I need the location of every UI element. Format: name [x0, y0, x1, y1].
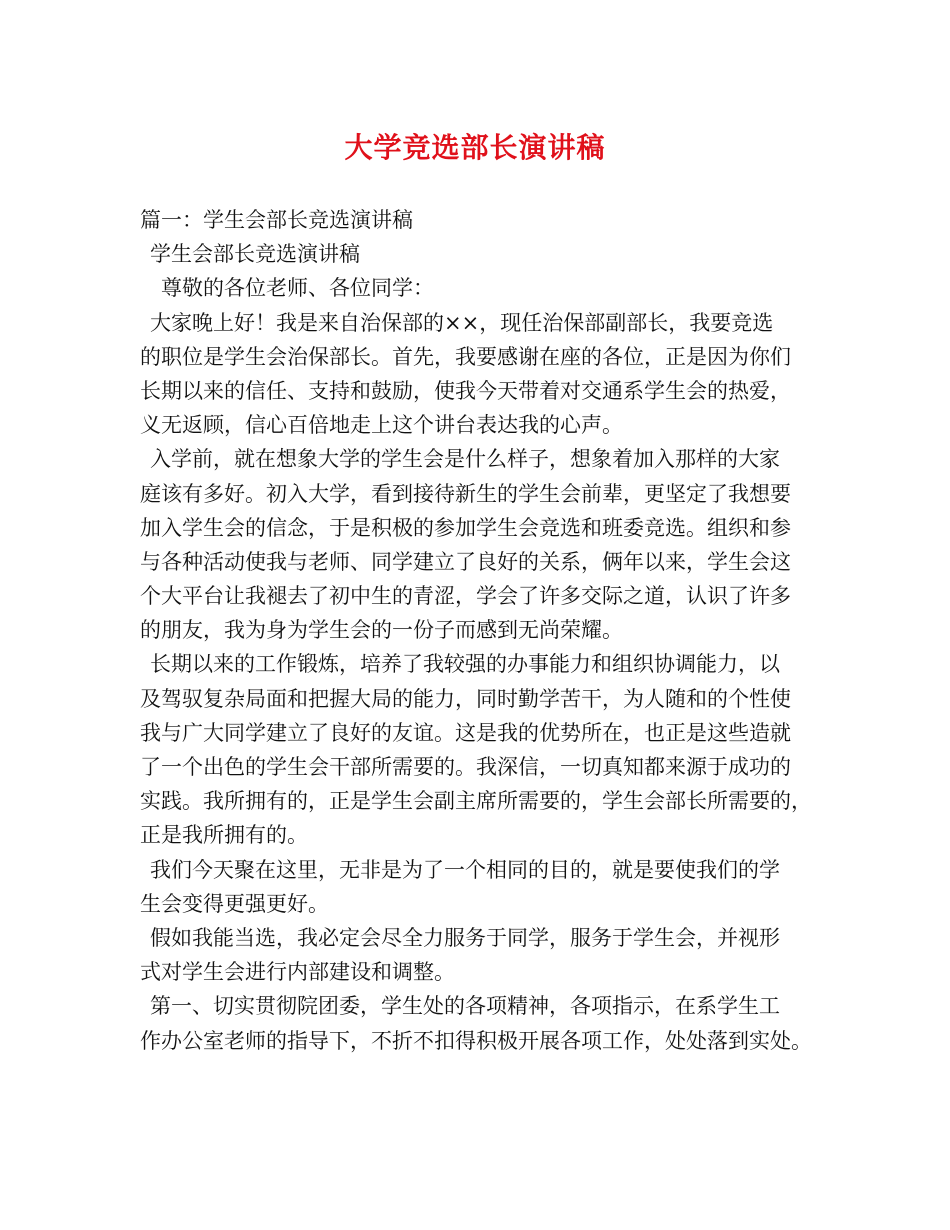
paragraph-line: 的朋友，我为身为学生会的一份子而感到无尚荣耀。 — [140, 618, 623, 643]
paragraph-line: 了一个出色的学生会干部所需要的。我深信，一切真知都来源于成功的 — [140, 755, 791, 779]
paragraph-line: 实践。我所拥有的，正是学生会副主席所需要的，学生会部长所需要的， — [140, 789, 812, 814]
paragraph-line: 个大平台让我褪去了初中生的青涩，学会了许多交际之道，认识了许多 — [140, 584, 791, 609]
paragraph-line: 我与广大同学建立了良好的友谊。这是我的优势所在，也正是这些造就 — [140, 720, 791, 745]
paragraph-line: 及驾驭复杂局面和把握大局的能力，同时勤学苦干，为人随和的个性使 — [140, 686, 791, 711]
paragraph-line: 长期以来的工作锻炼，培养了我较强的办事能力和组织协调能力，以 — [150, 652, 780, 677]
paragraph-line: 义无返顾，信心百倍地走上这个讲台表达我的心声。 — [140, 413, 623, 438]
paragraph-line: 作办公室老师的指导下，不折不扣得积极开展各项工作，处处落到实处。 — [140, 1028, 812, 1053]
paragraph-line: 生会变得更强更好。 — [140, 891, 329, 916]
document-body — [140, 203, 830, 1058]
paragraph-line: 式对学生会进行内部建设和调整。 — [140, 960, 455, 985]
speech-title: 学生会部长竞选演讲稿 — [150, 242, 360, 267]
paragraph-line: 庭该有多好。初入大学，看到接待新生的学生会前辈，更坚定了我想要 — [140, 481, 791, 506]
paragraph-line: 正是我所拥有的。 — [140, 823, 308, 848]
paragraph-line: 的职位是学生会治保部长。首先，我要感谢在座的各位，正是因为你们 — [140, 344, 791, 369]
salutation: 尊敬的各位老师、各位同学： — [161, 276, 434, 301]
paragraph-line: 与各种活动使我与老师、同学建立了良好的关系，俩年以来，学生会这 — [140, 549, 791, 574]
paragraph-line: 第一、切实贯彻院团委，学生处的各项精神，各项指示，在系学生工 — [150, 994, 780, 1019]
paragraph-line: 长期以来的信任、支持和鼓励，使我今天带着对交通系学生会的热爱， — [140, 378, 791, 403]
document-title: 大学竞选部长演讲稿 — [344, 131, 606, 164]
paragraph-line: 大家晚上好！我是来自治保部的××，现任治保部副部长，我要竞选 — [150, 310, 774, 335]
paragraph-line: 加入学生会的信念，于是积极的参加学生会竞选和班委竞选。组织和参 — [140, 515, 791, 540]
paragraph-line: 入学前，就在想象大学的学生会是什么样子，想象着加入那样的大家 — [150, 447, 780, 472]
section-heading: 篇一：学生会部长竞选演讲稿 — [140, 208, 413, 232]
paragraph-line: 假如我能当选，我必定会尽全力服务于同学，服务于学生会，并视形 — [150, 925, 780, 950]
paragraph-line: 我们今天聚在这里，无非是为了一个相同的目的，就是要使我们的学 — [150, 857, 780, 882]
